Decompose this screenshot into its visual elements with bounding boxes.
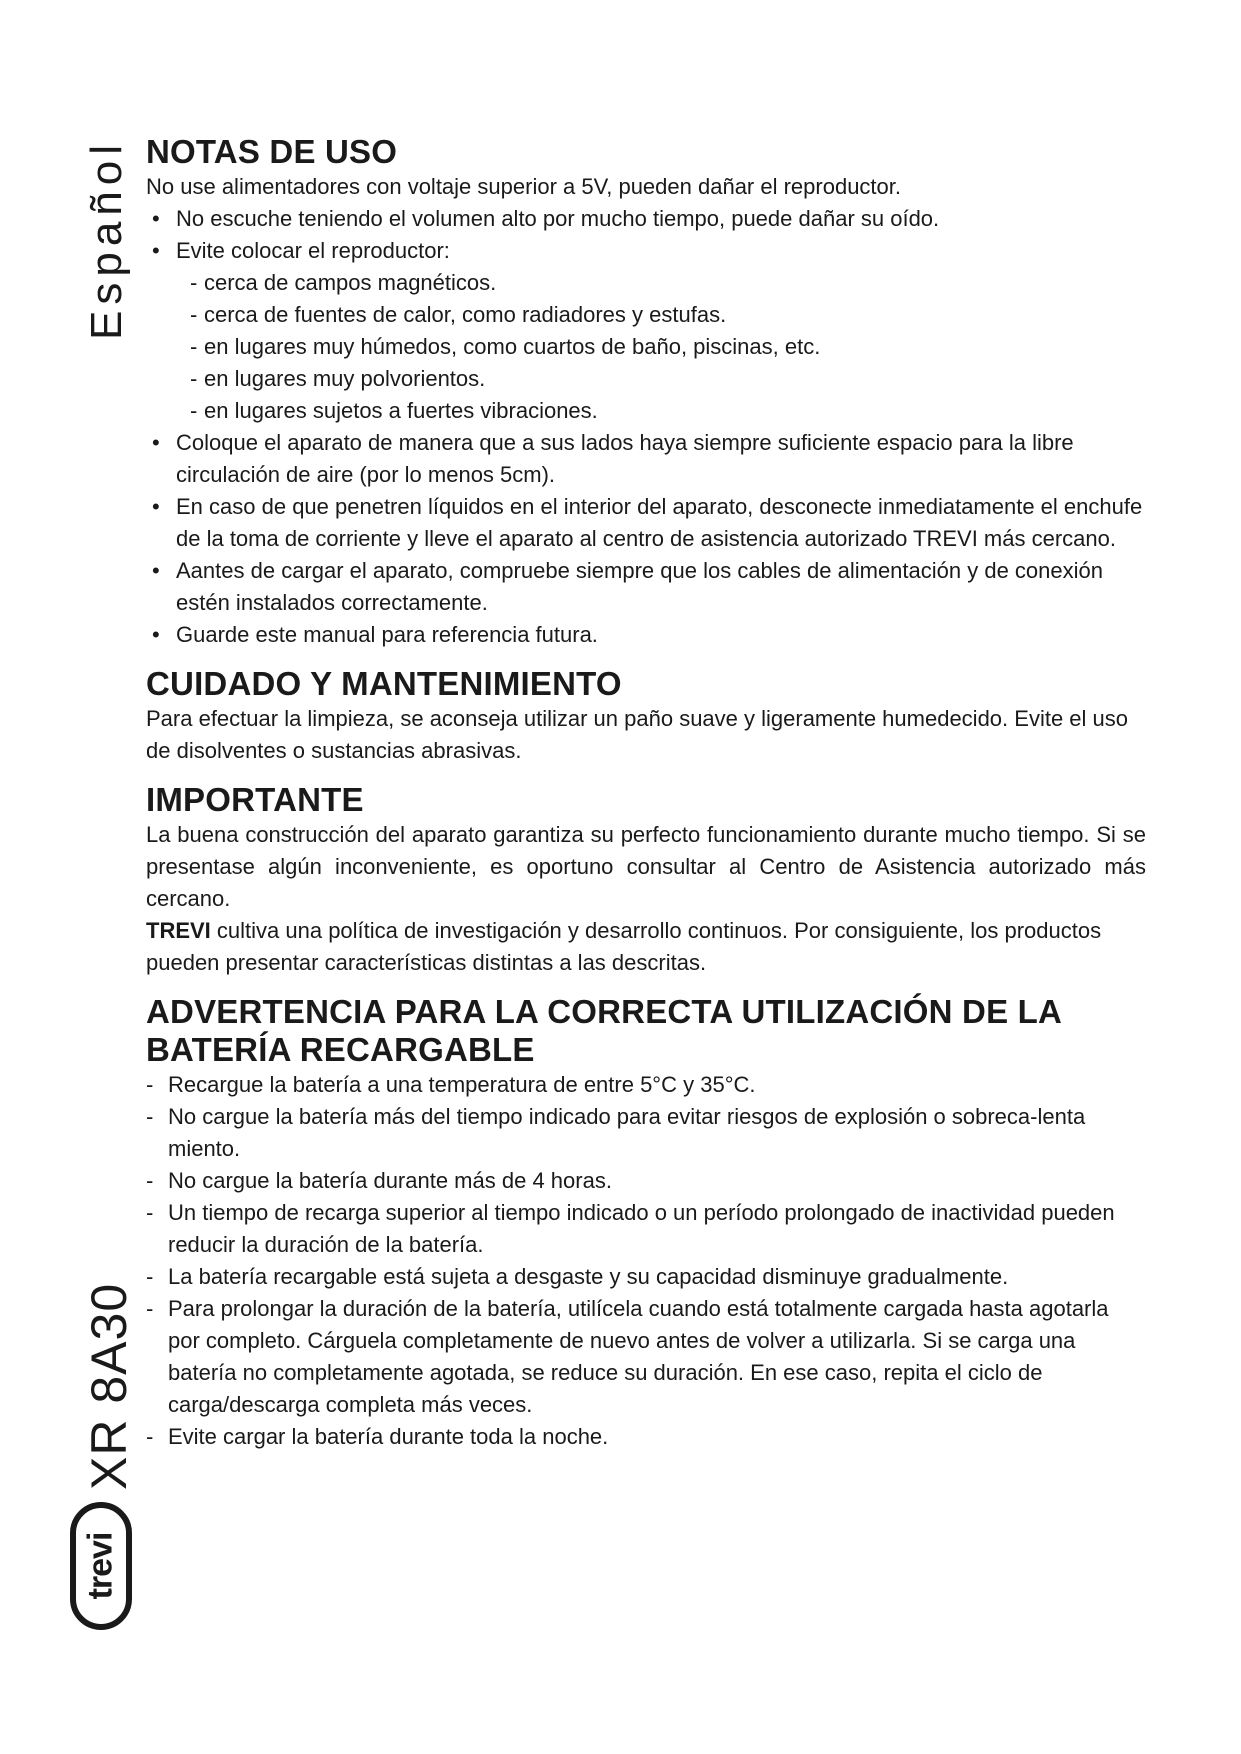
language-label-text: Español <box>82 138 131 340</box>
section-title-cuidado: CUIDADO Y MANTENIMIENTO <box>146 665 622 702</box>
importante-policy <box>146 915 1146 979</box>
importante-text: La buena construcción del aparato garantiza su perfecto funcionamiento durante mucho tiempo. Si se presentase algún inconveniente, es oportuno consultar al Centro de Asistencia autorizado más cercano. <box>146 822 1146 911</box>
notas-sub-list <box>176 267 1146 427</box>
section-importante <box>146 781 1146 979</box>
notas-bullet <box>146 235 1146 427</box>
trevi-logo <box>70 1502 132 1630</box>
notas-bullet: • Coloque el aparato de manera que a sus lados haya siempre suficiente espacio para la libre circulación de aire (por lo menos 5cm). <box>146 427 1146 491</box>
brand-name: TREVI <box>146 918 211 943</box>
section-cuidado <box>146 665 1146 767</box>
section-notas-de-uso <box>146 133 1146 651</box>
page-content <box>146 133 1146 1453</box>
notas-sub-item: - en lugares muy polvorientos. <box>190 363 1146 395</box>
notas-intro: No use alimentadores con voltaje superior a 5V, pueden dañar el reproductor. <box>146 174 902 199</box>
notas-bullet-list <box>146 203 1146 651</box>
notas-bullet: • Aantes de cargar el aparato, compruebe siempre que los cables de alimentación y de conexión estén instalados correctamente. <box>146 555 1146 619</box>
advertencia-list <box>146 1069 1146 1453</box>
notas-sub-item: - en lugares muy húmedos, como cuartos de baño, piscinas, etc. <box>190 331 1146 363</box>
section-title-advertencia: ADVERTENCIA PARA LA CORRECTA UTILIZACIÓN DE LA BATERÍA RECARGABLE <box>146 993 1061 1068</box>
advertencia-item: - Recargue la batería a una temperatura de entre 5°C y 35°C. <box>146 1069 1146 1101</box>
advertencia-item: - La batería recargable está sujeta a desgaste y su capacidad disminuye gradualmente. <box>146 1261 1146 1293</box>
policy-text: cultiva una política de investigación y desarrollo continuos. Por consiguiente, los productos pueden presentar características distintas a las descritas. <box>146 918 1102 975</box>
notas-sub-item: - cerca de fuentes de calor, como radiadores y estufas. <box>190 299 1146 331</box>
notas-bullet-text: Evite colocar el reproductor: <box>176 238 450 263</box>
cuidado-text: Para efectuar la limpieza, se aconseja utilizar un paño suave y ligeramente humedecido. Evite el uso de disolventes o sustancias abrasivas. <box>146 706 1128 763</box>
model-label-text: XR 8A30 <box>81 1282 137 1490</box>
advertencia-item: - No cargue la batería más del tiempo indicado para evitar riesgos de explosión o sobreca-lenta miento. <box>146 1101 1146 1165</box>
notas-bullet: • En caso de que penetren líquidos en el interior del aparato, desconecte inmediatamente el enchufe de la toma de corriente y lleve el aparato al centro de asistencia autorizado TREVI más cercano. <box>146 491 1146 555</box>
section-advertencia <box>146 993 1146 1453</box>
advertencia-item: - Un tiempo de recarga superior al tiempo indicado o un período prolongado de inactividad pueden reducir la duración de la batería. <box>146 1197 1146 1261</box>
section-title-importante: IMPORTANTE <box>146 781 364 818</box>
notas-sub-item: - cerca de campos magnéticos. <box>190 267 1146 299</box>
notas-sub-item: - en lugares sujetos a fuertes vibraciones. <box>190 395 1146 427</box>
model-label <box>80 1282 137 1490</box>
advertencia-item: - No cargue la batería durante más de 4 horas. <box>146 1165 1146 1197</box>
language-label <box>82 90 132 340</box>
advertencia-item: - Evite cargar la batería durante toda la noche. <box>146 1421 1146 1453</box>
section-title-notas: NOTAS DE USO <box>146 133 398 170</box>
notas-bullet: • Guarde este manual para referencia futura. <box>146 619 1146 651</box>
trevi-logo-text: trevi <box>81 1532 120 1600</box>
advertencia-item: - Para prolongar la duración de la batería, utilícela cuando está totalmente cargada hasta agotarla por completo. Cárguela completamente de nuevo antes de volver a utilizarla. Si se carga una batería no completamente agotada, se reduce su duración. En ese caso, repita el ciclo de carga/descarga completa más veces. <box>146 1293 1146 1421</box>
notas-bullet: • No escuche teniendo el volumen alto por mucho tiempo, puede dañar su oído. <box>146 203 1146 235</box>
